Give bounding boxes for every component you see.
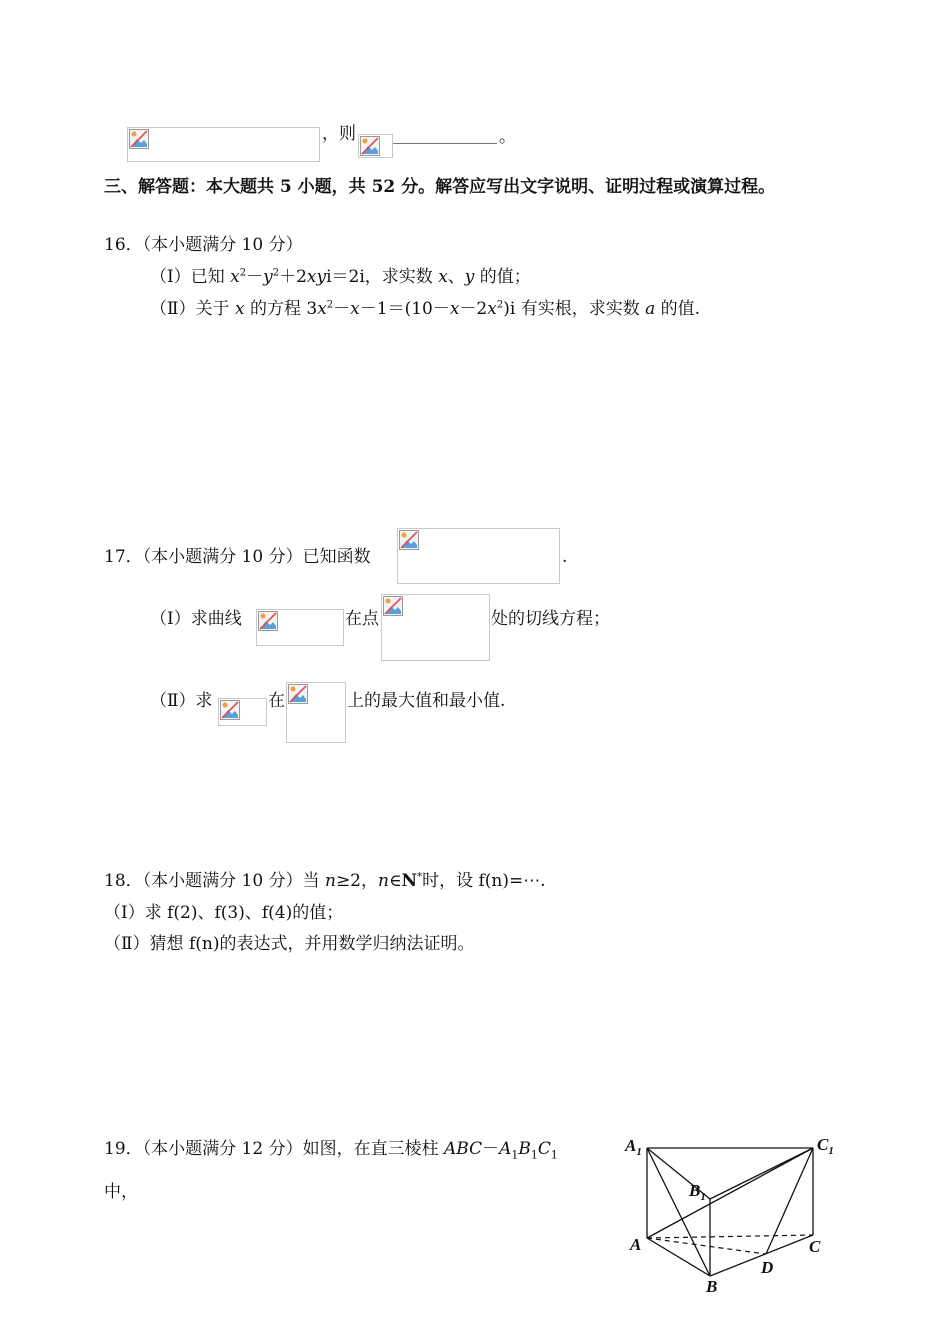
formula-image-placeholder — [127, 127, 320, 162]
text: － — [333, 299, 351, 319]
q18-title — [104, 871, 546, 891]
q18-number: 18． — [104, 871, 143, 891]
prism-base-abc: ABC — [443, 1139, 483, 1159]
formula-image-placeholder — [256, 609, 344, 646]
q16-number: 16． — [104, 235, 143, 255]
superscript-star: * — [417, 871, 423, 883]
prism-figure — [620, 1128, 850, 1298]
subscript: 1 — [530, 1148, 538, 1162]
text: －2 — [459, 299, 488, 319]
segment-a-c1 — [647, 1148, 813, 1238]
var-n: n — [378, 871, 389, 891]
text: （本小题满分 10 分）当 — [142, 871, 325, 891]
minus-sign: － — [246, 267, 264, 287]
hidden-edge-a-c — [647, 1235, 813, 1238]
q18-part1: （Ⅰ）求 f(2)、f(3)、f(4)的值； — [104, 903, 344, 923]
label-a1: $A_1$ — [625, 1136, 642, 1158]
broken-image-icon — [220, 700, 240, 720]
broken-image-icon — [399, 530, 419, 550]
text: 的方程 3 — [244, 299, 318, 319]
broken-image-icon — [360, 136, 380, 156]
natural-numbers-symbol: N — [401, 871, 418, 891]
formula-image-placeholder — [358, 134, 393, 158]
section-heading: 三、解答题：本大题共 5 小题，共 52 分。解答应写出文字说明、证明过程或演算过程。 — [104, 177, 776, 197]
var-x: x — [487, 299, 497, 319]
broken-image-icon — [129, 129, 149, 149]
q16-part1-text: （Ⅰ）已知 — [150, 267, 231, 287]
formula-image-placeholder — [381, 594, 490, 661]
formula-image-placeholder — [286, 682, 346, 743]
formula-image-placeholder — [397, 528, 560, 584]
exponent: 2 — [326, 299, 334, 311]
text: －1＝(10－ — [359, 299, 450, 319]
var-x: x — [234, 299, 245, 319]
q17-part2-c: 上的最大值和最小值. — [347, 691, 506, 711]
var-y: y — [263, 267, 273, 287]
exponent: 2 — [272, 267, 280, 279]
vertex-a: A — [499, 1139, 512, 1159]
q17-points: （本小题满分 10 分）已知函数 — [142, 547, 371, 567]
text: － — [482, 1139, 500, 1159]
separator: 、 — [447, 267, 465, 287]
q16-title — [104, 235, 303, 255]
q16-part1-end: 的值； — [474, 267, 531, 287]
label-b1: $B_1$ — [689, 1181, 706, 1203]
label-c1: $C_1$ — [817, 1135, 834, 1157]
broken-image-icon — [288, 684, 308, 704]
fill-line-end-mark: 。 — [499, 127, 516, 147]
q19-title — [104, 1139, 558, 1162]
broken-image-icon — [383, 596, 403, 616]
exponent: 2 — [239, 267, 247, 279]
answer-blank-line — [393, 143, 497, 144]
var-y: y — [464, 267, 475, 287]
vertex-b: B — [518, 1139, 531, 1159]
vertex-c: C — [537, 1139, 551, 1159]
q19-line2: 中， — [104, 1182, 138, 1202]
subscript: 1 — [550, 1148, 558, 1162]
broken-image-icon — [258, 611, 278, 631]
q17-part1-a: （Ⅰ）求曲线 — [150, 609, 242, 629]
q17-number: 17． — [104, 547, 143, 567]
text: （本小题满分 12 分）如图，在直三棱柱 — [142, 1139, 444, 1159]
q17-part2-b: 在 — [268, 691, 285, 711]
formula-image-placeholder — [218, 698, 267, 726]
q17-part1-b: 在点 — [345, 609, 379, 629]
var-a: a — [645, 299, 656, 319]
var-n: n — [324, 871, 336, 891]
q17-title — [104, 547, 371, 567]
text: ≥2， — [335, 871, 378, 891]
q17-end-dot: . — [562, 547, 568, 567]
var-xy: xy — [306, 267, 327, 287]
q16-part1-rest: i＝2i，求实数 — [326, 267, 439, 287]
var-x: x — [438, 267, 448, 287]
subscript: 1 — [511, 1148, 519, 1162]
label-a: A — [630, 1235, 642, 1254]
text: 时，设 f(n)=⋯. — [422, 871, 546, 891]
var-x: x — [350, 299, 360, 319]
q17-part2-a: （Ⅱ）求 — [150, 691, 213, 711]
text: ∈ — [388, 871, 402, 891]
exponent: 2 — [496, 299, 504, 311]
label-c: C — [809, 1237, 821, 1256]
text: )i 有实根，求实数 — [503, 299, 646, 319]
plus-two: ＋2 — [279, 267, 307, 287]
text: 的值. — [655, 299, 701, 319]
hidden-segment-a-d — [647, 1238, 766, 1254]
label-d: D — [761, 1258, 774, 1277]
fill-line-then-text: ，则 — [322, 124, 356, 144]
q16-part1 — [150, 267, 531, 287]
q16-part2-text: （Ⅱ）关于 — [150, 299, 235, 319]
q19-number: 19． — [104, 1139, 143, 1159]
q16-part2 — [150, 299, 700, 319]
q16-points: （本小题满分 10 分） — [142, 235, 303, 255]
var-x: x — [230, 267, 240, 287]
var-x: x — [449, 299, 460, 319]
q17-part1-c: 处的切线方程； — [491, 609, 610, 629]
var-x: x — [317, 299, 327, 319]
q18-part2: （Ⅱ）猜想 f(n)的表达式，并用数学归纳法证明。 — [104, 934, 475, 954]
label-b: B — [706, 1277, 718, 1296]
